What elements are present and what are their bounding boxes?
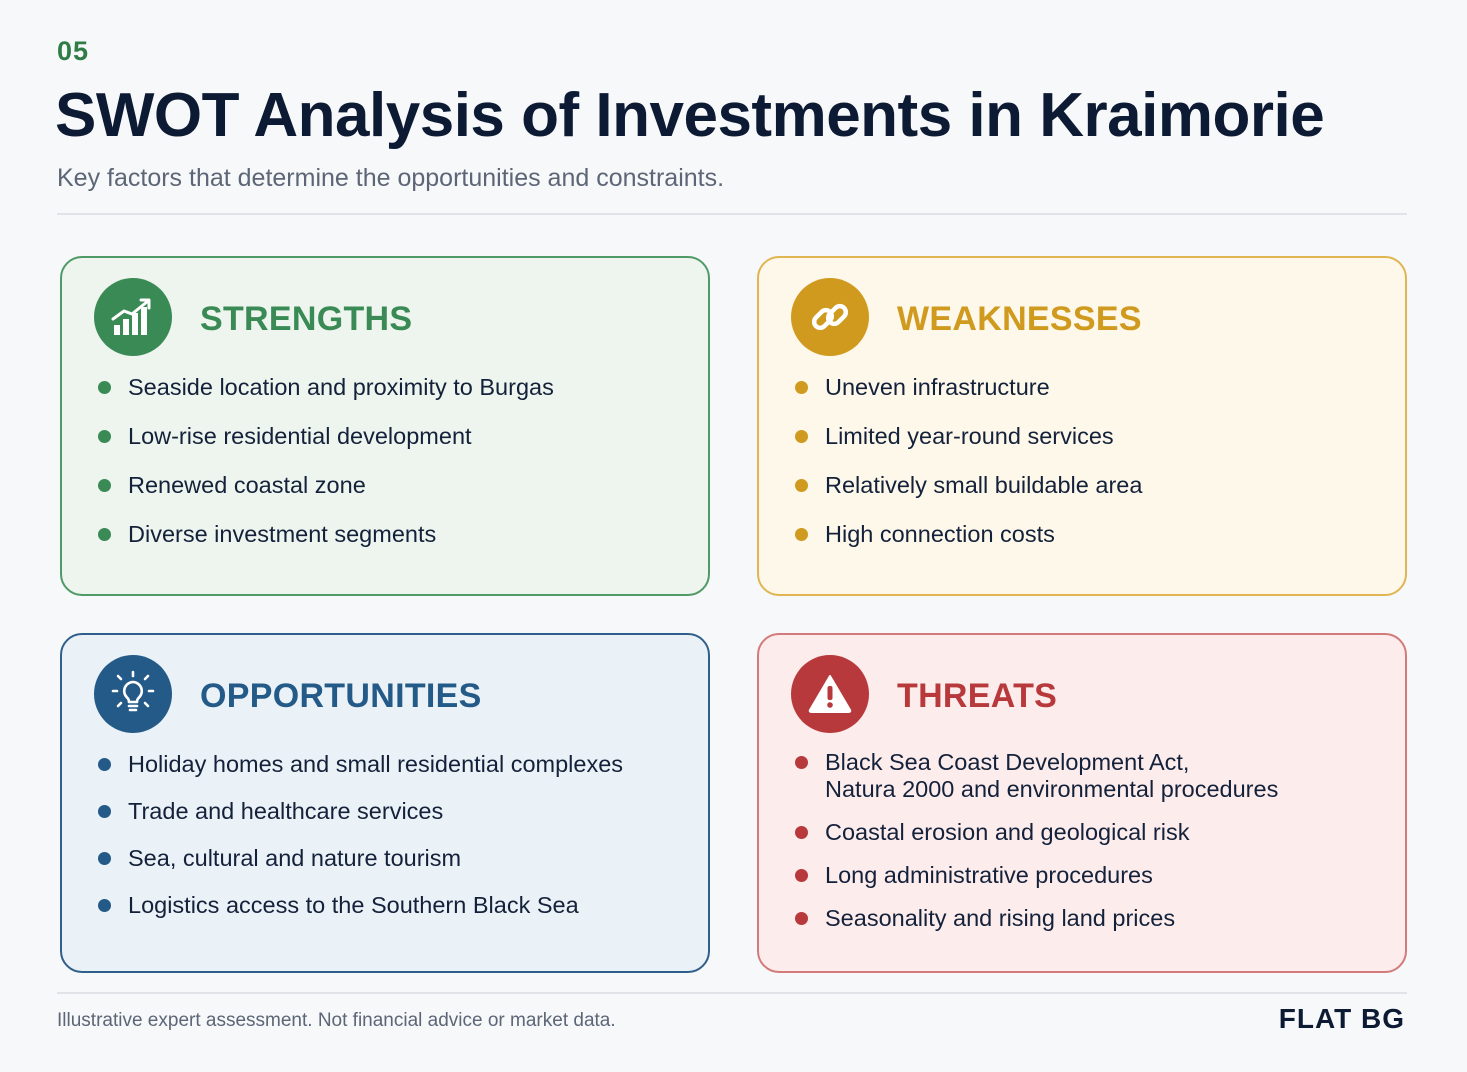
- bullet-dot: [98, 805, 111, 818]
- growth-chart-icon: [94, 278, 172, 356]
- weaknesses-list: [795, 374, 1142, 570]
- bullet-dot: [795, 912, 808, 925]
- bullet-dot: [98, 430, 111, 443]
- list-item: Sea, cultural and nature tourism: [98, 845, 623, 872]
- bullet-dot: [98, 479, 111, 492]
- page-title: SWOT Analysis of Investments in Kraimorie: [55, 81, 1325, 150]
- strengths-card: [60, 256, 710, 596]
- bullet-dot: [795, 826, 808, 839]
- bullet-dot: [795, 430, 808, 443]
- page-subtitle: Key factors that determine the opportunities and constraints.: [57, 164, 725, 192]
- threats-card: [757, 633, 1407, 973]
- bullet-dot: [795, 528, 808, 541]
- list-item: Diverse investment segments: [98, 521, 554, 548]
- threats-heading: THREATS: [897, 677, 1058, 715]
- list-item: Black Sea Coast Development Act, Natura 2000 and environmental procedures: [795, 749, 1278, 803]
- bullet-dot: [98, 899, 111, 912]
- strengths-heading: STRENGTHS: [200, 300, 413, 338]
- bullet-dot: [795, 381, 808, 394]
- threats-list: [795, 749, 1278, 948]
- top-divider: [57, 213, 1407, 215]
- bullet-dot: [98, 381, 111, 394]
- opportunities-card: [60, 633, 710, 973]
- list-item: Coastal erosion and geological risk: [795, 819, 1278, 846]
- bullet-dot: [98, 528, 111, 541]
- bullet-dot: [98, 758, 111, 771]
- list-item: Seasonality and rising land prices: [795, 905, 1278, 932]
- weaknesses-card: [757, 256, 1407, 596]
- opportunities-list: [98, 751, 623, 939]
- lightbulb-icon: [94, 655, 172, 733]
- list-item: Holiday homes and small residential complexes: [98, 751, 623, 778]
- list-item: Logistics access to the Southern Black Sea: [98, 892, 623, 919]
- list-item: Renewed coastal zone: [98, 472, 554, 499]
- list-item: Low-rise residential development: [98, 423, 554, 450]
- warning-icon: [791, 655, 869, 733]
- list-item: Uneven infrastructure: [795, 374, 1142, 401]
- bullet-dot: [795, 479, 808, 492]
- list-item: Limited year-round services: [795, 423, 1142, 450]
- bullet-dot: [98, 852, 111, 865]
- bullet-dot: [795, 869, 808, 882]
- brand-logo: FLAT BG: [1278, 1003, 1405, 1034]
- list-item: High connection costs: [795, 521, 1142, 548]
- list-item: Seaside location and proximity to Burgas: [98, 374, 554, 401]
- list-item: Relatively small buildable area: [795, 472, 1142, 499]
- weaknesses-heading: WEAKNESSES: [897, 300, 1142, 338]
- list-item: Trade and healthcare services: [98, 798, 623, 825]
- footnote: Illustrative expert assessment. Not financial advice or market data.: [57, 1010, 616, 1031]
- slide-number: 05: [57, 36, 90, 66]
- list-item: Long administrative procedures: [795, 862, 1278, 889]
- bullet-dot: [795, 756, 808, 769]
- strengths-list: [98, 374, 554, 570]
- broken-link-icon: [791, 278, 869, 356]
- bottom-divider: [57, 992, 1407, 994]
- opportunities-heading: OPPORTUNITIES: [200, 677, 482, 715]
